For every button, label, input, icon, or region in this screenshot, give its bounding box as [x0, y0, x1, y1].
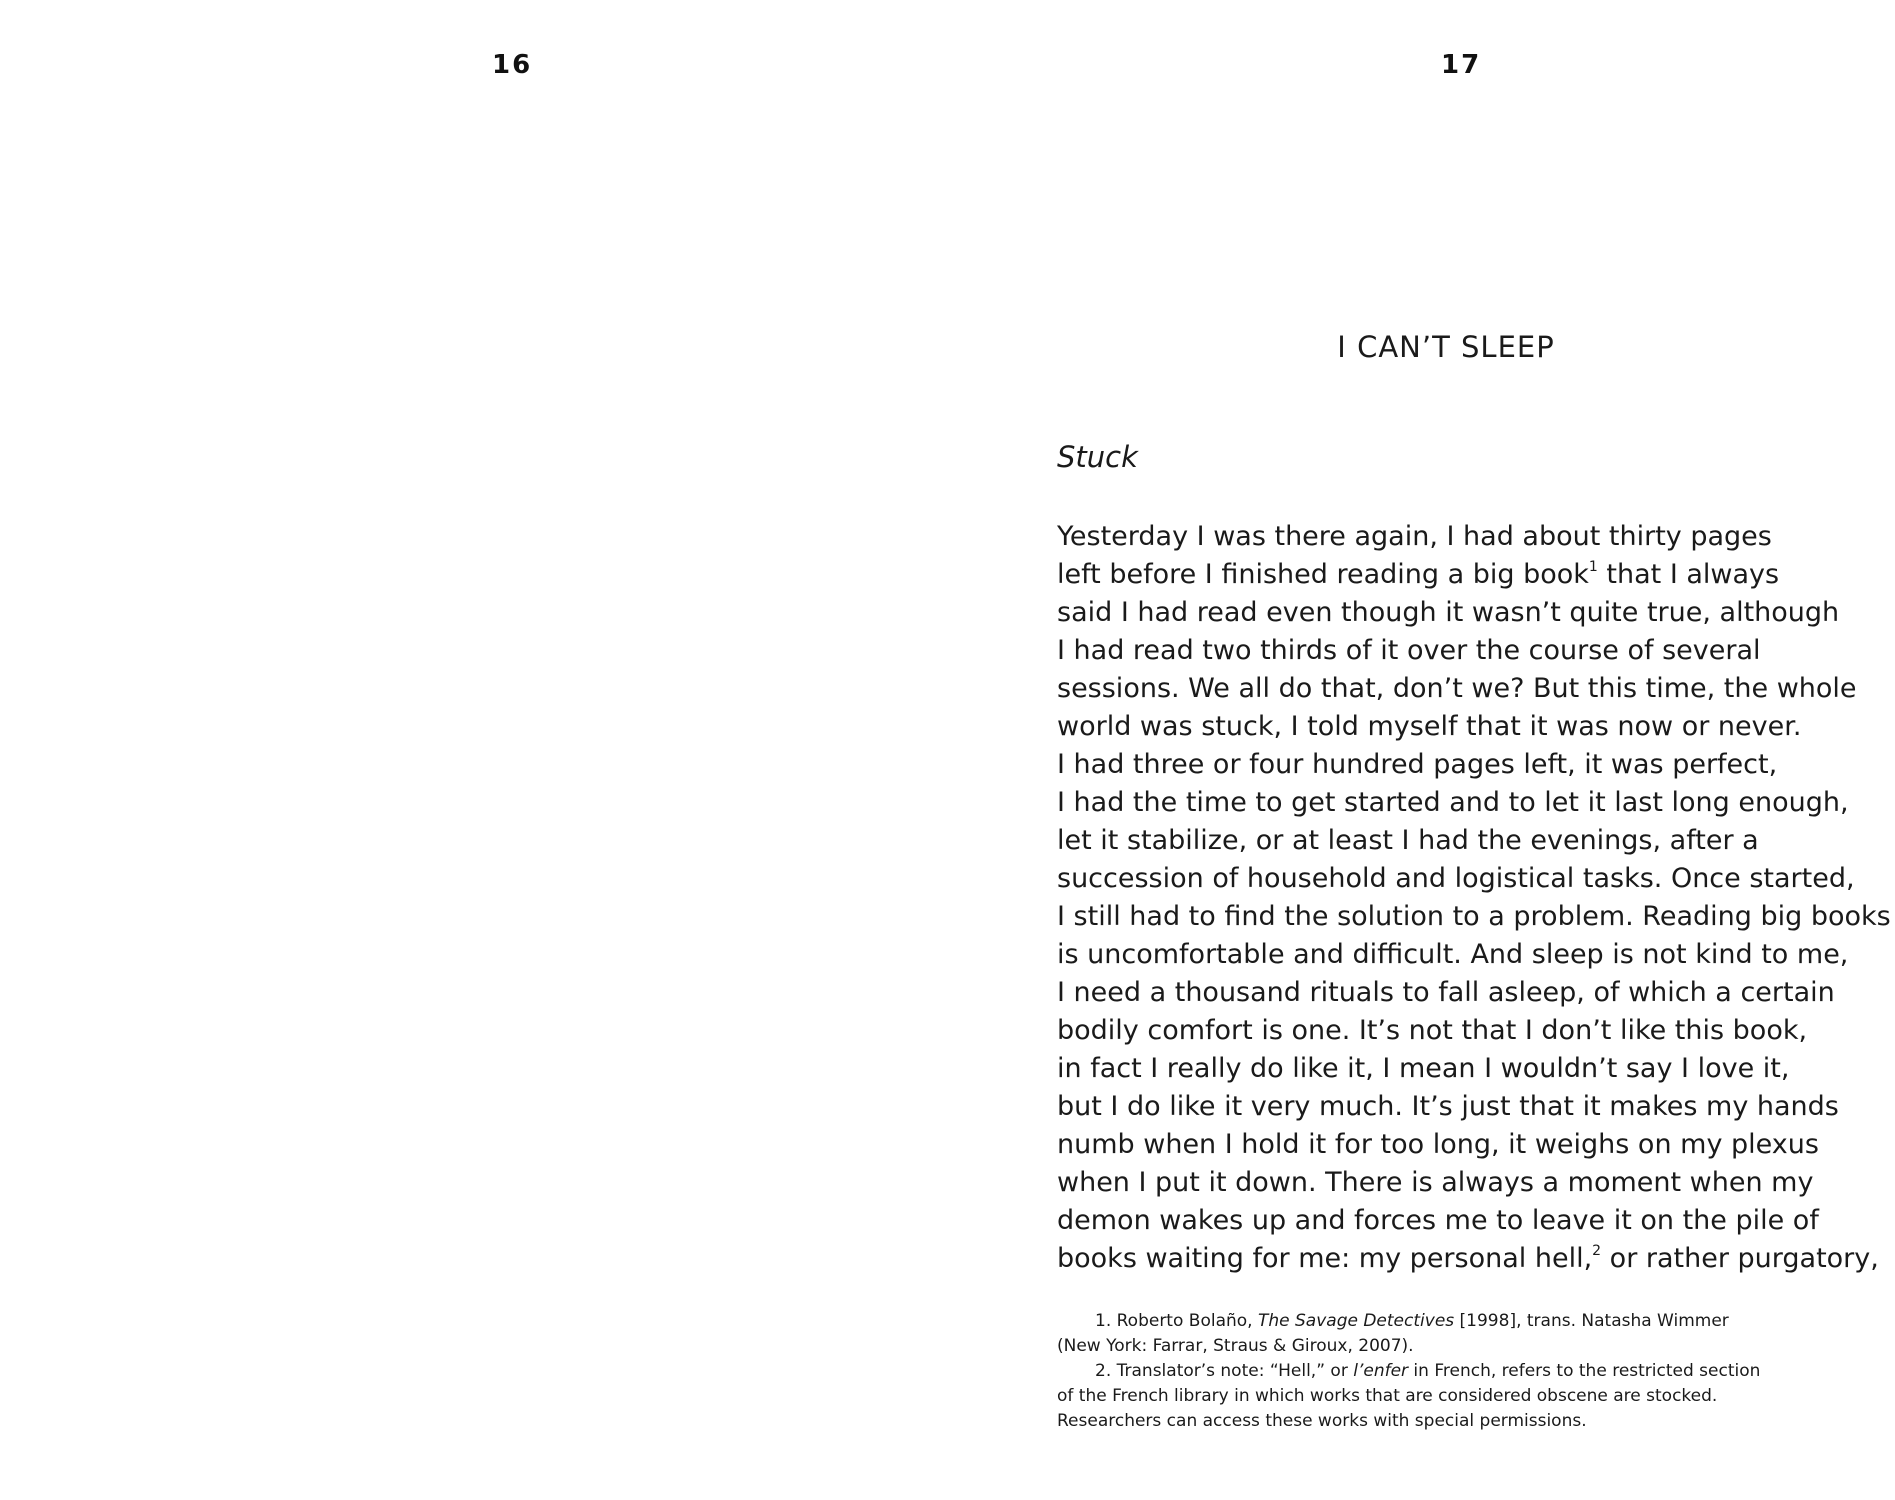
body-line: is uncomfortable and difficult. And sleep is not kind to me, [1057, 939, 1849, 970]
body-line [1057, 1240, 1877, 1278]
body-line: numb when I hold it for too long, it weighs on my plexus [1057, 1129, 1819, 1160]
footnote-book-title: The Savage Detectives [1257, 1311, 1455, 1331]
body-line: let it stabilize, or at least I had the evenings, after a [1057, 825, 1759, 856]
footnote-text: in French, refers to the restricted section [1408, 1361, 1761, 1381]
footnote-text: 1. Roberto Bolaño, [1095, 1311, 1258, 1331]
body-line: I had three or four hundred pages left, it was perfect, [1057, 749, 1778, 780]
body-text-segment: or rather purgatory, [1601, 1243, 1879, 1274]
footnote-1 [1057, 1309, 1877, 1334]
footnote-2-cont: of the French library in which works that are considered obscene are stocked. [1057, 1386, 1718, 1406]
footnote-2 [1057, 1359, 1877, 1384]
body-line: I need a thousand rituals to fall asleep, of which a certain [1057, 977, 1835, 1008]
body-line: demon wakes up and forces me to leave it on the pile of [1057, 1205, 1819, 1236]
footnotes [1057, 1309, 1877, 1434]
body-line: said I had read even though it wasn’t quite true, although [1057, 597, 1840, 628]
body-line: I still had to find the solution to a problem. Reading big books [1057, 901, 1891, 932]
footnote-term: l’enfer [1353, 1361, 1409, 1381]
left-page [0, 0, 947, 1500]
body-text-segment: left before I finished reading a big book [1057, 559, 1589, 590]
footnote-2-cont: Researchers can access these works with special permissions. [1057, 1411, 1587, 1431]
footnote-text: 2. Translator’s note: “Hell,” or [1095, 1361, 1354, 1381]
body-line: I had read two thirds of it over the course of several [1057, 635, 1761, 666]
body-line [1057, 556, 1877, 594]
right-page [947, 0, 1895, 1500]
body-line: when I put it down. There is always a moment when my [1057, 1167, 1814, 1198]
body-line: sessions. We all do that, don’t we? But this time, the whole [1057, 673, 1857, 704]
body-line: I had the time to get started and to let it last long enough, [1057, 787, 1849, 818]
body-line: but I do like it very much. It’s just that it makes my hands [1057, 1091, 1839, 1122]
footnote-ref-1: 1 [1588, 559, 1598, 575]
page-number-right: 17 [1441, 50, 1482, 80]
page-number-left: 16 [492, 50, 533, 80]
body-line: bodily comfort is one. It’s not that I don’t like this book, [1057, 1015, 1808, 1046]
chapter-title: I CAN’T SLEEP [1337, 330, 1555, 364]
body-text [1057, 518, 1891, 1278]
body-text-segment: that I always [1597, 559, 1780, 590]
section-title: Stuck [1057, 440, 1138, 474]
footnote-text: [1998], trans. Natasha Wimmer [1454, 1311, 1729, 1331]
footnote-ref-2: 2 [1592, 1243, 1602, 1259]
body-text-segment: books waiting for me: my personal hell, [1057, 1243, 1593, 1274]
body-line: Yesterday I was there again, I had about thirty pages [1057, 521, 1772, 552]
footnote-1-cont: (New York: Farrar, Straus & Giroux, 2007). [1057, 1336, 1414, 1356]
body-line: succession of household and logistical tasks. Once started, [1057, 863, 1855, 894]
body-line: in fact I really do like it, I mean I wouldn’t say I love it, [1057, 1053, 1790, 1084]
body-line: world was stuck, I told myself that it was now or never. [1057, 711, 1802, 742]
